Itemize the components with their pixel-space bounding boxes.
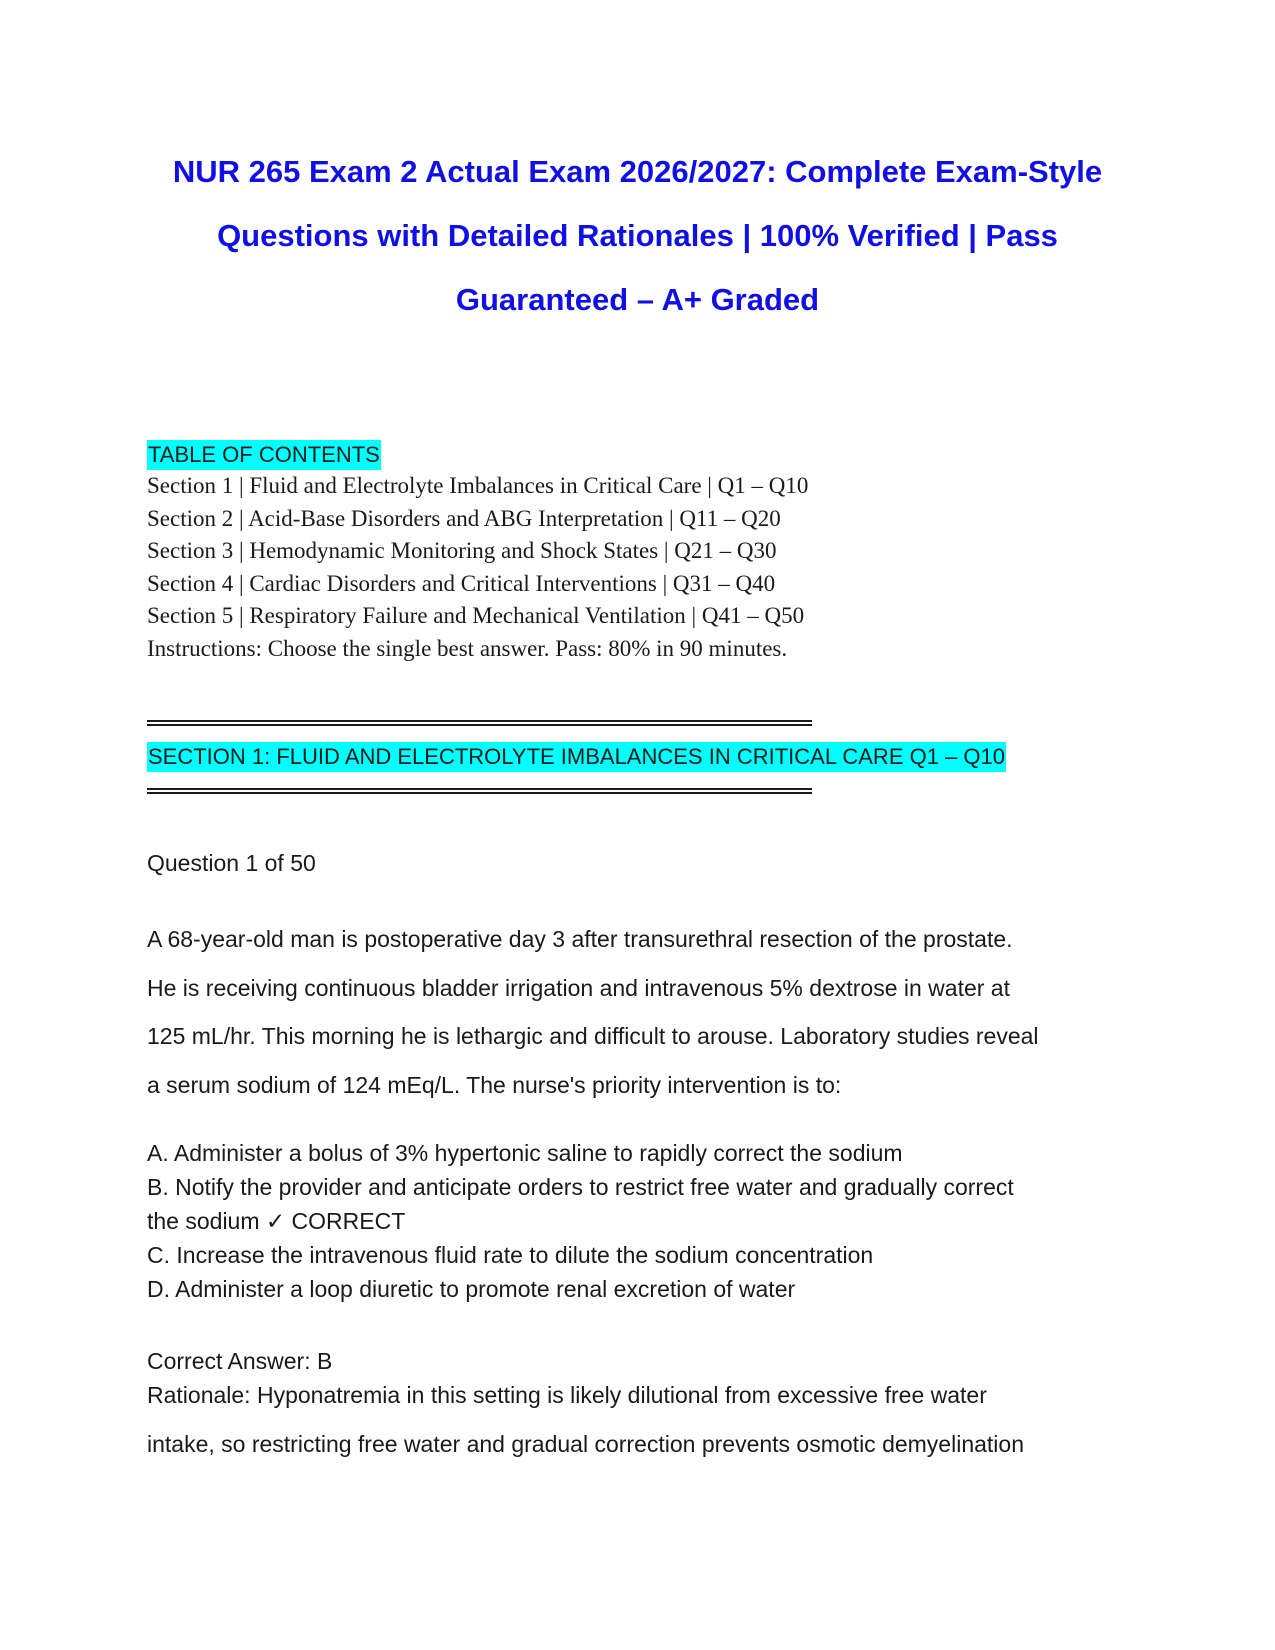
- stem-line: a serum sodium of 124 mEq/L. The nurse's priority intervention is to:: [147, 1071, 842, 1098]
- stem-line: 125 mL/hr. This morning he is lethargic and difficult to arouse. Laboratory studies reveal: [147, 1023, 1039, 1049]
- option-c: [147, 1238, 1137, 1272]
- option-line: D. Administer a loop diuretic to promote renal excretion of water: [147, 1276, 796, 1302]
- toc-item: Section 5 | Respiratory Failure and Mechanical Ventilation | Q41 – Q50: [147, 603, 805, 628]
- toc-item: Section 4 | Cardiac Disorders and Critical Interventions | Q31 – Q40: [147, 570, 776, 596]
- rationale-line: intake, so restricting free water and gradual correction prevents osmotic demyelination: [147, 1431, 1024, 1457]
- answer-options: [147, 1136, 1137, 1306]
- toc-heading: TABLE OF CONTENTS: [147, 440, 381, 470]
- toc-item: Section 1 | Fluid and Electrolyte Imbalances in Critical Care | Q1 – Q10: [147, 473, 809, 498]
- answer-block: [147, 1344, 1137, 1468]
- rationale-line: Rationale: Hyponatremia in this setting is likely dilutional from excessive free water: [147, 1382, 987, 1408]
- option-line: C. Increase the intravenous fluid rate to dilute the sodium concentration: [147, 1242, 874, 1268]
- rationale: [147, 1378, 1137, 1468]
- section-heading: SECTION 1: FLUID AND ELECTROLYTE IMBALANCES IN CRITICAL CARE Q1 – Q10: [147, 742, 1006, 772]
- question-stem: [147, 915, 1137, 1109]
- divider-top: [147, 720, 812, 726]
- table-of-contents: [147, 440, 1147, 665]
- option-b: [147, 1170, 1137, 1238]
- option-line: B. Notify the provider and anticipate orders to restrict free water and gradually correct: [147, 1174, 1014, 1200]
- stem-line: A 68-year-old man is postoperative day 3 after transurethral resection of the prostate.: [147, 926, 1013, 952]
- stem-line: He is receiving continuous bladder irrigation and intravenous 5% dextrose in water at: [147, 974, 1010, 1001]
- correct-answer: Correct Answer: B: [147, 1348, 333, 1374]
- option-d: [147, 1272, 1137, 1306]
- title-line: Questions with Detailed Rationales | 100% Verified | Pass: [217, 218, 1058, 253]
- option-line: the sodium ✓ CORRECT: [147, 1208, 406, 1234]
- document-title: [120, 140, 1155, 332]
- question-number: Question 1 of 50: [147, 850, 316, 876]
- toc-item: Section 3 | Hemodynamic Monitoring and Shock States | Q21 – Q30: [147, 538, 777, 563]
- title-line: NUR 265 Exam 2 Actual Exam 2026/2027: Complete Exam-Style: [172, 154, 1103, 189]
- option-line: A. Administer a bolus of 3% hypertonic saline to rapidly correct the sodium: [147, 1140, 903, 1166]
- toc-instructions: Instructions: Choose the single best answer. Pass: 80% in 90 minutes.: [147, 635, 788, 661]
- toc-item: Section 2 | Acid-Base Disorders and ABG Interpretation | Q11 – Q20: [147, 505, 781, 531]
- toc-list: [147, 470, 1147, 665]
- option-a: [147, 1136, 1137, 1170]
- title-line: Guaranteed – A+ Graded: [455, 282, 820, 317]
- divider-bottom: [147, 788, 812, 794]
